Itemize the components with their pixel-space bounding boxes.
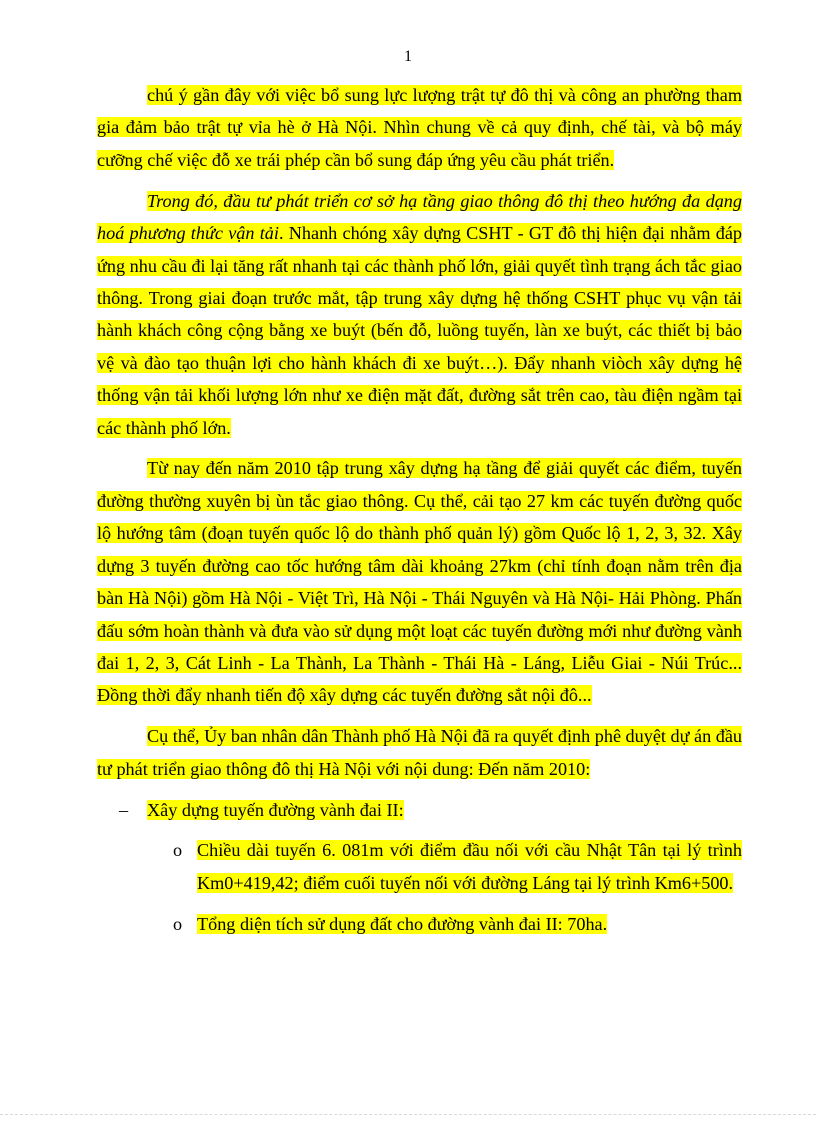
paragraph-3 bbox=[97, 452, 742, 711]
paragraph-1 bbox=[97, 79, 742, 176]
dash-list-item bbox=[97, 794, 742, 826]
paragraph-2-italic-lead: Trong đó, đầu tư phát triển cơ sở hạ tầng giao thông đô thị theo hướng đa dạng hoá phương thức vận tải bbox=[97, 190, 742, 244]
sub-list-item-2 bbox=[97, 908, 742, 940]
paragraph-4 bbox=[97, 720, 742, 785]
paragraph-4-text: Cụ thể, Ủy ban nhân dân Thành phố Hà Nội đã ra quyết định phê duyệt dự án đầu tư phát triển giao thông đô thị Hà Nội với nội dung: Đến năm 2010: bbox=[97, 726, 742, 779]
paragraph-3-text: Từ nay đến năm 2010 tập trung xây dựng hạ tầng để giải quyết các điểm, tuyến đường thường xuyên bị ùn tắc giao thông. Cụ thể, cải tạo 27 km các tuyến đường quốc lộ hướng tâm (đoạn tuyến quốc lộ do thành phố quản lý) gồm Quốc lộ 1, 2, 3, 32. Xây dựng 3 tuyến đường cao tốc hướng tâm dài khoảng 27km (chỉ tính đoạn nằm trên địa bàn Hà Nội) gồm Hà Nội - Việt Trì, Hà Nội - Thái Nguyên và Hà Nội- Hải Phòng. Phấn đấu sớm hoàn thành và đưa vào sử dụng một loạt các tuyến đường mới như đường vành đai 1, 2, 3, Cát Linh - La Thành, La Thành - Thái Hà - Láng, Liễu Giai - Núi Trúc... Đồng thời đẩy nhanh tiến độ xây dựng các tuyến đường sắt nội đô... bbox=[97, 458, 742, 706]
paragraph-1-text: chú ý gần đây với việc bổ sung lực lượng trật tự đô thị và công an phường tham gia đảm bảo trật tự vỉa hè ở Hà Nội. Nhìn chung về cả quy định, chế tài, và bộ máy cưỡng chế việc đỗ xe trái phép cần bổ sung đáp ứng yêu cầu phát triển. bbox=[97, 85, 742, 170]
sub-list-item-2-text: Tổng diện tích sử dụng đất cho đường vành đai II: 70ha. bbox=[197, 913, 608, 934]
paragraph-2-text: . Nhanh chóng xây dựng CSHT - GT đô thị hiện đại nhằm đáp ứng nhu cầu đi lại tăng rất nhanh tại các thành phố lớn, giải quyết tình trạng ách tắc giao thông. Trong giai đoạn trước mắt, tập trung xây dựng hệ thống CSHT phục vụ vận tải hành khách công cộng bằng xe buýt (bến đỗ, luồng tuyến, làn xe buýt, các thiết bị bảo vệ và đào tạo thuận lợi cho hành khách đi xe buýt…). Đẩy nhanh viòch xây dựng hệ thống vận tải khối lượng lớn như xe điện mặt đất, đường sắt trên cao, tàu điện ngầm tại các thành phố lớn. bbox=[97, 223, 742, 438]
dash-bullet: – bbox=[119, 799, 129, 820]
circle-bullet: o bbox=[173, 840, 183, 861]
sub-list-item-1 bbox=[97, 834, 742, 899]
dash-list-item-text: Xây dựng tuyến đường vành đai II: bbox=[147, 799, 404, 820]
paragraph-2 bbox=[97, 185, 742, 444]
sub-list-item-1-text: Chiều dài tuyến 6. 081m với điểm đầu nối với cầu Nhật Tân tại lý trình Km0+419,42; điểm cuối tuyến nối với đường Láng tại lý trình Km6+500. bbox=[197, 840, 742, 893]
page-number: 1 bbox=[404, 48, 412, 65]
document-body bbox=[97, 79, 742, 949]
circle-bullet: o bbox=[173, 913, 183, 934]
sub-list bbox=[97, 834, 742, 940]
page-bottom-divider bbox=[0, 1114, 816, 1115]
